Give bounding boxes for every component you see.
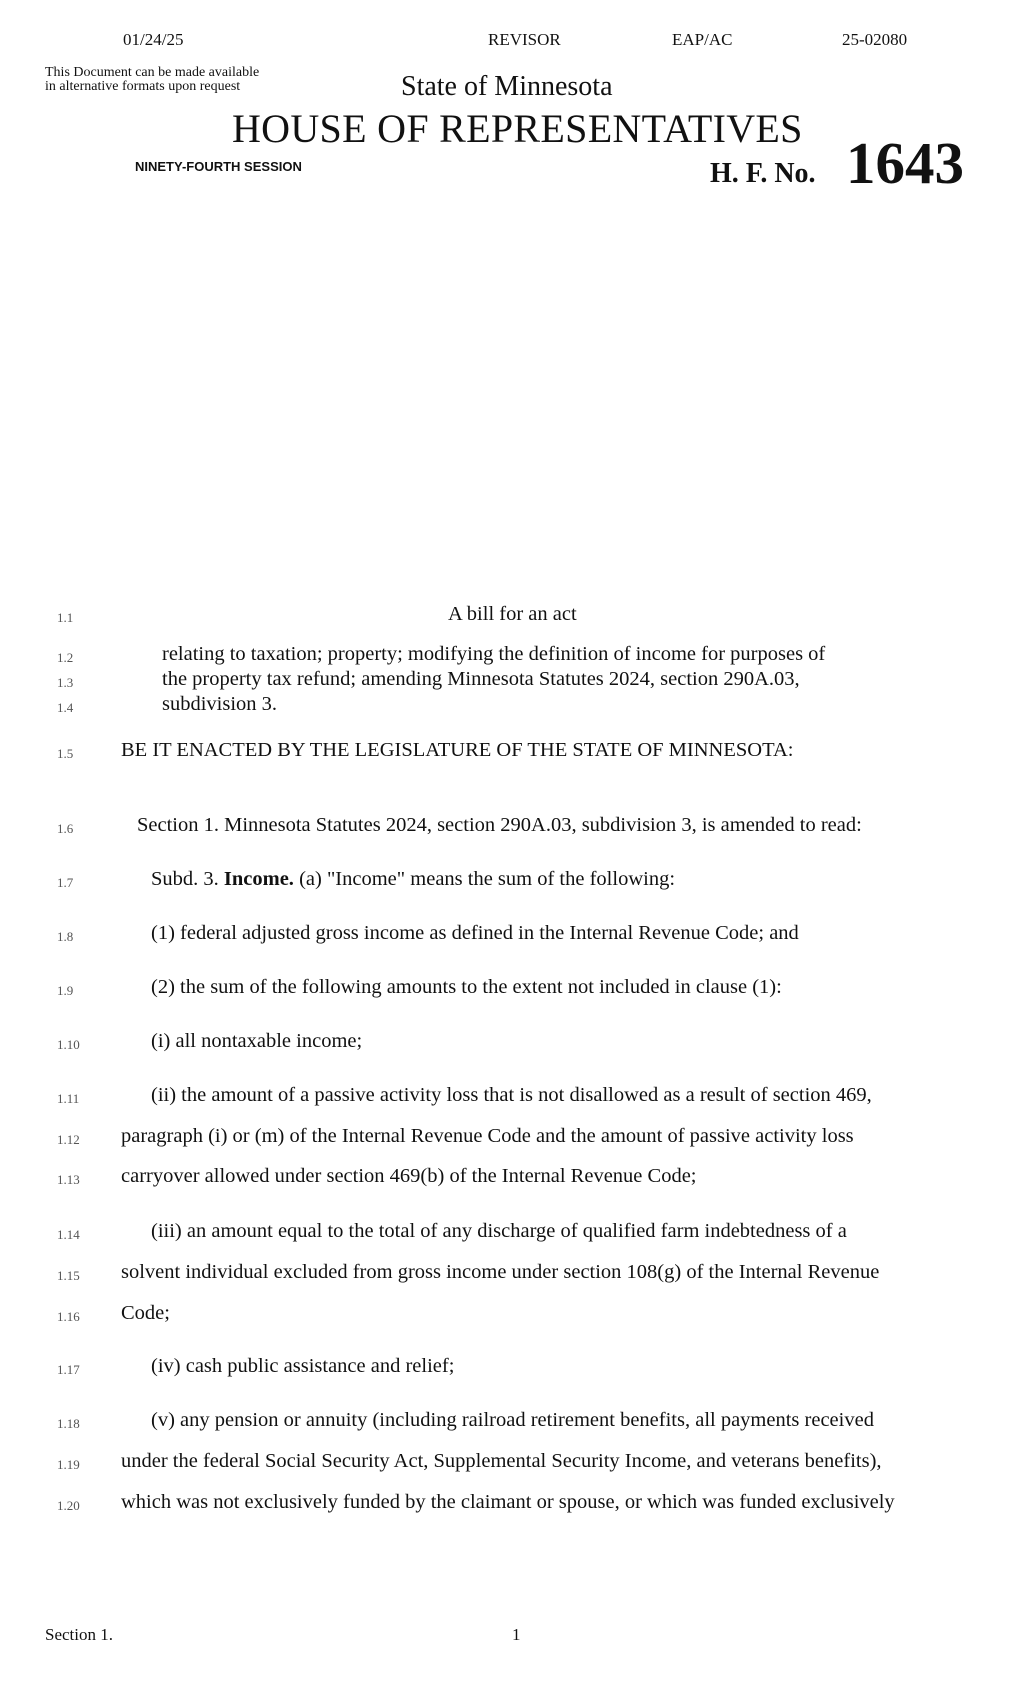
line-number: 1.12 (57, 1132, 80, 1147)
bill-line: solvent individual excluded from gross income under section 108(g) of the Internal Revenue (121, 1261, 880, 1283)
section-heading: Section 1. Minnesota Statutes 2024, section 290A.03, subdivision 3, is amended to read: (137, 814, 862, 836)
bill-line: (i) all nontaxable income; (151, 1030, 363, 1052)
line-number: 1.14 (57, 1227, 80, 1242)
bill-line: Code; (121, 1302, 170, 1324)
bill-line: (iv) cash public assistance and relief; (151, 1355, 455, 1377)
line-number: 1.1 (57, 610, 74, 625)
line-number: 1.7 (57, 875, 74, 890)
bill-line: the property tax refund; amending Minnesota Statutes 2024, section 290A.03, (162, 668, 800, 690)
line-number: 1.4 (57, 700, 74, 715)
hf-number: 1643 (846, 130, 964, 196)
line-number: 1.5 (57, 746, 74, 761)
line-number: 1.2 (57, 650, 74, 665)
header-date: 01/24/25 (123, 30, 184, 49)
state-title: State of Minnesota (401, 71, 613, 102)
header-doc-number: 25-02080 (842, 30, 908, 49)
chamber-title: HOUSE OF REPRESENTATIVES (232, 106, 803, 151)
subdivision-text: (a) "Income" means the sum of the following: (293, 868, 676, 890)
line-number: 1.9 (57, 983, 74, 998)
hf-label: H. F. No. (710, 158, 816, 189)
bill-line: (1) federal adjusted gross income as defined in the Internal Revenue Code; and (151, 922, 799, 944)
availability-line-1: This Document can be made available (45, 65, 260, 80)
footer-section: Section 1. (45, 1625, 113, 1644)
bill-line: (2) the sum of the following amounts to the extent not included in clause (1): (151, 976, 782, 998)
bill-line: paragraph (i) or (m) of the Internal Revenue Code and the amount of passive activity loss (121, 1125, 854, 1147)
line-number: 1.6 (57, 821, 74, 836)
line-number: 1.18 (57, 1416, 80, 1431)
line-number: 1.19 (57, 1457, 80, 1472)
bill-line: under the federal Social Security Act, Supplemental Security Income, and veterans benefits), (121, 1450, 882, 1472)
line-number: 1.20 (57, 1498, 80, 1513)
line-number: 1.11 (57, 1091, 80, 1106)
line-number: 1.16 (57, 1309, 80, 1324)
line-number: 1.13 (57, 1172, 80, 1187)
bill-title-line: A bill for an act (448, 603, 577, 625)
header-revisor: REVISOR (488, 30, 561, 49)
enacting-clause: BE IT ENACTED BY THE LEGISLATURE OF THE STATE OF MINNESOTA: (121, 739, 794, 761)
bill-line: carryover allowed under section 469(b) of the Internal Revenue Code; (121, 1165, 697, 1187)
bill-line: (ii) the amount of a passive activity loss that is not disallowed as a result of section 469, (151, 1084, 872, 1106)
subdivision-title: Income. (223, 868, 294, 890)
line-number: 1.17 (57, 1362, 80, 1377)
availability-line-2: in alternative formats upon request (45, 79, 241, 94)
subdivision-prefix: Subd. 3. (151, 868, 224, 890)
line-number: 1.3 (57, 675, 74, 690)
bill-line: (v) any pension or annuity (including railroad retirement benefits, all payments received (151, 1409, 874, 1431)
bill-line: which was not exclusively funded by the claimant or spouse, or which was funded exclusively (121, 1491, 895, 1513)
bill-line: relating to taxation; property; modifying the definition of income for purposes of (162, 643, 826, 665)
line-number: 1.8 (57, 929, 74, 944)
line-number: 1.15 (57, 1268, 80, 1283)
line-number: 1.10 (57, 1037, 80, 1052)
availability-note (45, 66, 305, 94)
bill-line: (iii) an amount equal to the total of any discharge of qualified farm indebtedness of a (151, 1220, 847, 1242)
bill-line: subdivision 3. (162, 693, 278, 715)
session-label: NINETY-FOURTH SESSION (135, 159, 302, 174)
subdivision-heading (151, 868, 675, 891)
header-drafter: EAP/AC (672, 30, 733, 49)
footer-page-number: 1 (512, 1625, 521, 1644)
